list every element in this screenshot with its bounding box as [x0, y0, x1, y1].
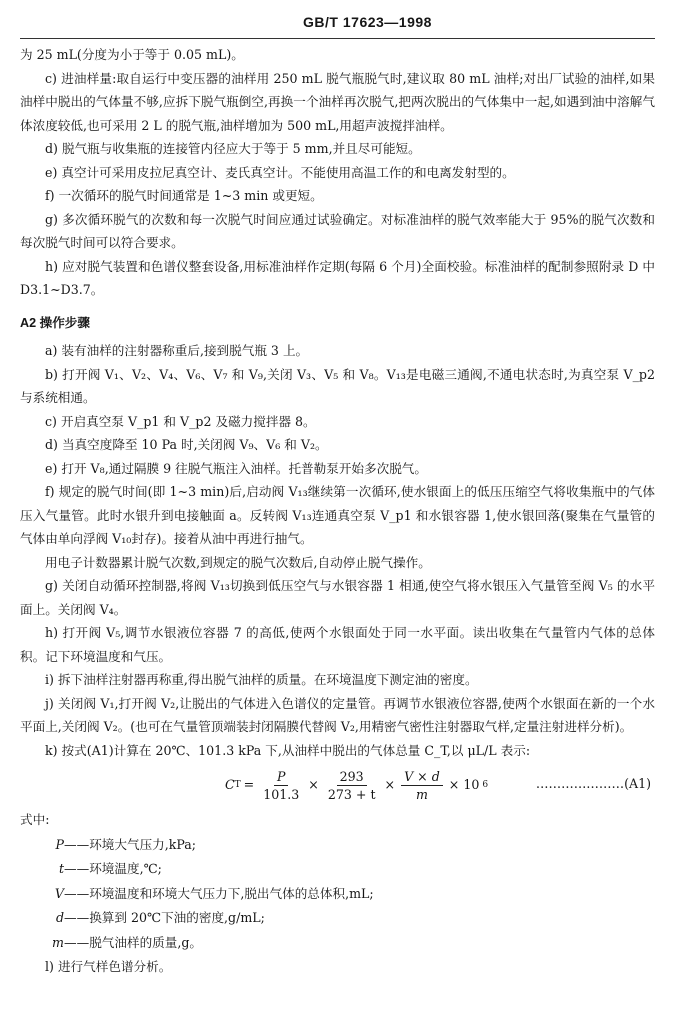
formula-number: …………………(A1) [535, 776, 651, 791]
step-f: f) 规定的脱气时间(即 1~3 min)后,启动阀 V₁₃继续第一次循环,使水银面上的低压压缩空气将收集瓶中的气体压入气量管。此时水银升到电接触面 a。反转阀 V₁₃连通真空泵 V_p1 和水银容器 1,使水银回落(聚集在气量管的气体由单向浮阀 V₁₀封存)。接着从油中再进行抽气。 [20, 484, 655, 546]
formula-a1 [20, 762, 655, 808]
fraction-volume-density [401, 768, 443, 803]
step-c: c) 开启真空泵 V_p1 和 V_p2 及磁力搅拌器 8。 [45, 413, 316, 429]
formula-lhs: C [225, 777, 235, 793]
formula-expression: C T = $\frac{P}{101.3}$ × $\frac{293}{273 + t}$ × $\frac{V \times d}{m}$ × 10 6 [225, 768, 489, 802]
paragraph-c: c) 进油样量:取自运行中变压器的油样用 250 mL 脱气瓶脱气时,建议取 80 mL 油样;对出厂试验的油样,如果油样中脱出的气体量不够,应拆下脱气瓶倒空,再换一个油样再次脱气,把两次脱出的气体集中一起,如遇到油中溶解气体浓度较低,也可采用 2 L 的脱气瓶,油样增加为 500 mL,用超声波搅拌油样。 [20, 70, 655, 133]
definition-item [20, 833, 655, 858]
definition-text: ——环境大气压力,kPa; [64, 836, 197, 852]
step-l: l) 进行气样色谱分析。 [45, 959, 172, 974]
formula-equals: = [243, 777, 255, 793]
fraction-pressure-numerator: P [274, 768, 288, 786]
definition-item [20, 931, 655, 956]
step-i: i) 拆下油样注射器再称重,得出脱气油样的质量。在环境温度下测定油的密度。 [45, 672, 478, 687]
definitions-list [20, 808, 655, 955]
definition-symbol: t [58, 861, 64, 876]
definition-item [20, 857, 655, 882]
definition-text: ——换算到 20℃下油的密度,g/mL; [64, 910, 265, 925]
definition-text: ——脱气油样的质量,g。 [64, 934, 203, 950]
definition-item [20, 906, 655, 931]
step-e: e) 打开 V₈,通过隔膜 9 往脱气瓶注入油样。托普勒泵开始多次脱气。 [45, 460, 427, 476]
fraction-volume-numerator: V × d [401, 768, 443, 786]
definition-symbol: P [55, 836, 64, 852]
fraction-temperature-denominator: 273 + t [327, 786, 376, 802]
definition-symbol: d [55, 910, 64, 925]
formula-times-1: × [308, 777, 319, 793]
definition-item [20, 882, 655, 907]
step-j: j) 关闭阀 V₁,打开阀 V₂,让脱出的气体进入色谱仪的定量管。再调节水银液位容器,使两个水银面在新的一个水平面上,关闭阀 V₂。(也可在气量管顶端装封闭隔膜代替阀 V₂,用精密气密性注射器取气样,定量注射进样分析)。 [20, 695, 655, 734]
paragraph-h: h) 应对脱气装置和色谱仪整套设备,用标准油样作定期(每隔 6 个月)全面校验。标准油样的配制参照附录 D 中 D3.1~D3.7。 [20, 258, 655, 297]
fraction-mass-denominator: m [415, 786, 428, 802]
fraction-temperature [325, 768, 379, 803]
step-k: k) 按式(A1)计算在 20℃、101.3 kPa 下,从油样中脱出的气体总量 C_T,以 μL/L 表示: [45, 742, 531, 758]
formula-times-2: × [384, 777, 396, 793]
paragraph-continuation: 为 25 mL(分度为小于等于 0.05 mL)。 [20, 47, 244, 62]
definition-text: ——环境温度和环境大气压力下,脱出气体的总体积,mL; [64, 885, 374, 901]
fraction-temperature-numerator: 293 [337, 768, 367, 786]
paragraph-d: d) 脱气瓶与收集瓶的连接管内径应大于等于 5 mm,并且尽可能短。 [45, 141, 421, 156]
header-rule [20, 38, 655, 39]
step-h: h) 打开阀 V₅,调节水银液位容器 7 的高低,使两个水银面处于同一水平面。读出收集在气量管内气体的总体积。记下环境温度和气压。 [20, 625, 655, 664]
fraction-pressure [260, 768, 302, 803]
paragraph-e: e) 真空计可采用皮拉尼真空计、麦氏真空计。不能使用高温工作的和电离发射型的。 [45, 164, 515, 180]
paragraph-f: f) 一次循环的脱气时间通常是 1~3 min 或更短。 [45, 188, 323, 203]
definitions-intro: 式中: [20, 812, 50, 827]
step-a: a) 装有油样的注射器称重后,接到脱气瓶 3 上。 [45, 343, 309, 358]
definition-symbol: V [54, 885, 64, 901]
step-d: d) 当真空度降至 10 Pa 时,关闭阀 V₉、V₆ 和 V₂。 [45, 437, 328, 452]
page-header: GB/T 17623—1998 [303, 14, 432, 30]
definition-text: ——环境温度,℃; [64, 861, 162, 876]
step-b: b) 打开阀 V₁、V₂、V₄、V₆、V₇ 和 V₉,关闭 V₃、V₅ 和 V₈。V₁₃是电磁三通阀,不通电状态时,为真空泵 V_p2 与系统相通。 [20, 366, 655, 405]
section-heading: A2 操作步骤 [20, 315, 90, 330]
fraction-pressure-denominator: 101.3 [263, 786, 300, 802]
definition-symbol: m [52, 934, 64, 950]
paragraph-g: g) 多次循环脱气的次数和每一次脱气时间应通过试验确定。对标准油样的脱气效率能大于 95%的脱气次数和每次脱气时间可以符合要求。 [20, 211, 655, 250]
step-g: g) 关闭自动循环控制器,将阀 V₁₃切换到低压空气与水银容器 1 相通,使空气将水银压入气量管至阀 V₅ 的水平面上。关闭阀 V₄。 [20, 578, 655, 617]
formula-tail: × 10 [448, 777, 480, 793]
step-f-continued: 用电子计数器累计脱气次数,到规定的脱气次数后,自动停止脱气操作。 [45, 554, 431, 570]
